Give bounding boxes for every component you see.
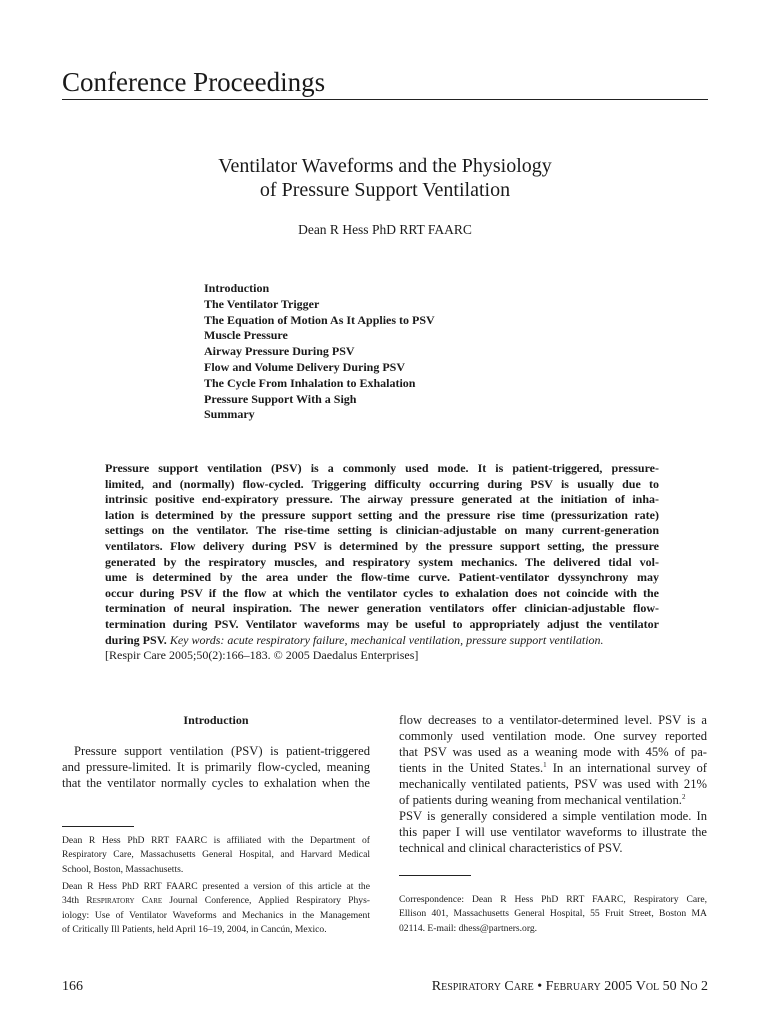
body-line-text: of patients during weaning from mechanical ventilation. [399,793,682,807]
body-line: PSV is generally considered a simple ventilation mode. In [399,809,707,823]
body-line-with-ref [399,760,707,776]
author-byline: Dean R Hess PhD RRT FAARC [298,222,472,237]
toc-item[interactable]: Flow and Volume Delivery During PSV [204,359,406,374]
running-footer [432,979,708,995]
table-of-contents [204,281,435,423]
abstract-line: Pressure support ventilation (PSV) is a commonly used mode. It is patient-triggered, pressure- [105,461,659,475]
toc-item[interactable]: The Equation of Motion As It Applies to PSV [204,312,435,327]
abstract-line: occur during PSV if the flow at which the ventilator cycles to exhalation does not coincide with the [105,585,659,600]
section-header: Conference Proceedings [62,67,326,97]
footnote-line: Correspondence: Dean R Hess PhD RRT FAARC, Respiratory Care, [399,894,707,905]
toc-item[interactable]: Airway Pressure During PSV [204,344,355,359]
page-number: 166 [62,979,83,994]
intro-heading: Introduction [183,713,249,727]
footnote-presented [62,880,370,938]
abstract-keywords: Key words: acute respiratory failure, mechanical ventilation, pressure support ventilation. [169,632,604,647]
body-line: commonly used ventilation mode. One survey reported [399,729,707,743]
abstract [105,461,659,664]
abstract-line: ventilators. Flow delivery during PSV is determined by the pressure support setting, the pressure [105,538,659,553]
title-line-1: Ventilator Waveforms and the Physiology [218,155,552,177]
footnote-rule [62,826,134,827]
reference-marker[interactable]: 2 [681,792,686,801]
footer-issue: No 2 [680,979,708,994]
footnote-line: Respiratory Care, Massachusetts General Hospital, and Harvard Medical [62,849,370,861]
abstract-line: limited, and (normally) flow-cycled. Triggering difficulty occurring during PSV is usually due to [105,476,659,491]
body-line: this paper I will use ventilator waveforms to illustrate the [399,825,707,839]
body-line: Pressure support ventilation (PSV) is patient-triggered [74,744,370,758]
footer-date: February 2005 [545,979,633,994]
reference-marker[interactable]: 1 [543,760,547,769]
article-title [62,154,708,202]
body-line-text: In an international survey of [546,761,707,775]
footer-journal: Respiratory Care [431,979,534,994]
intro-left-paragraph [62,743,370,791]
footnote-line: School, Boston, Massachusetts. [62,863,184,875]
body-line: that PSV was used as a weaning mode with 45% of pa- [399,745,707,759]
abstract-line: generated by the respiratory muscles, and respiratory system mechanics. The delivered tidal vol- [105,554,659,569]
abstract-line: lation is determined by the pressure support setting and the pressure rise time (pressurization rate) [105,507,659,522]
title-line-2: of Pressure Support Ventilation [259,179,511,201]
body-line-with-ref [399,792,707,808]
footnote-line [62,894,370,908]
toc-item[interactable]: Summary [204,407,255,422]
body-line: technical and clinical characteristics of PSV. [399,841,623,855]
footnote-line: Dean R Hess PhD RRT FAARC is affiliated with the Department of [62,835,370,846]
footnote-line: Dean R Hess PhD RRT FAARC presented a version of this article at the [62,881,370,892]
footnote-affiliation [62,834,370,877]
footnote-correspondence [399,893,707,936]
toc-item[interactable]: Introduction [204,281,270,295]
intro-right-paragraph [399,712,707,856]
abstract-line: ume is determined by the area under the flow-time curve. Patient-ventilator dyssynchrony may [105,570,659,585]
abstract-last-line [105,633,659,649]
footnote-line: 02114. E-mail: dhess@partners.org. [399,922,538,934]
footnote-text: Journal Conference, Applied Respiratory Phys- [162,895,370,907]
toc-item[interactable]: The Cycle From Inhalation to Exhalation [204,375,416,390]
toc-item[interactable]: Pressure Support With a Sigh [204,391,357,406]
body-line: and pressure-limited. It is primarily flow-cycled, meaning [62,760,370,774]
journal-name: Respiratory Care [86,895,163,907]
footnote-text: 34th [62,895,87,907]
abstract-last-bold: during PSV. [105,632,167,647]
footnote-line: Ellison 401, Massachusetts General Hospital, 55 Fruit Street, Boston MA [399,908,707,920]
abstract-line: intrinsic positive end-expiratory pressure. The airway pressure generated at the initiation of inha- [105,492,659,507]
footnote-rule [399,875,471,876]
footer-volume: Vol 50 [635,979,677,994]
footnote-line: of Critically Ill Patients, held April 16–19, 2004, in Cancún, Mexico. [62,924,327,936]
body-line: that the ventilator normally cycles to exhalation when the [62,776,370,790]
toc-item[interactable]: Muscle Pressure [204,328,288,343]
body-line-text: tients in the United States. [399,761,544,775]
abstract-line: termination during PSV. Ventilator waveforms may be useful to appropriately adjust the ventilator [105,616,659,631]
body-line: mechanically ventilated patients, PSV was used with 21% [399,777,707,791]
body-line: flow decreases to a ventilator-determined level. PSV is a [399,713,707,727]
abstract-line: termination of neural inspiration. The newer generation ventilators offer clinician-adjustable flow- [105,601,659,616]
abstract-citation: [Respir Care 2005;50(2):166–183. © 2005 Daedalus Enterprises] [105,648,419,663]
header-rule [62,99,708,100]
abstract-line: settings on the ventilator. The rise-time setting is clinician-adjustable on many current-generation [105,523,659,538]
footer-bullet: • [537,979,543,994]
toc-item[interactable]: The Ventilator Trigger [204,296,320,311]
footnote-line: iology: Use of Ventilator Waveforms and Mechanics in the Management [62,909,370,921]
